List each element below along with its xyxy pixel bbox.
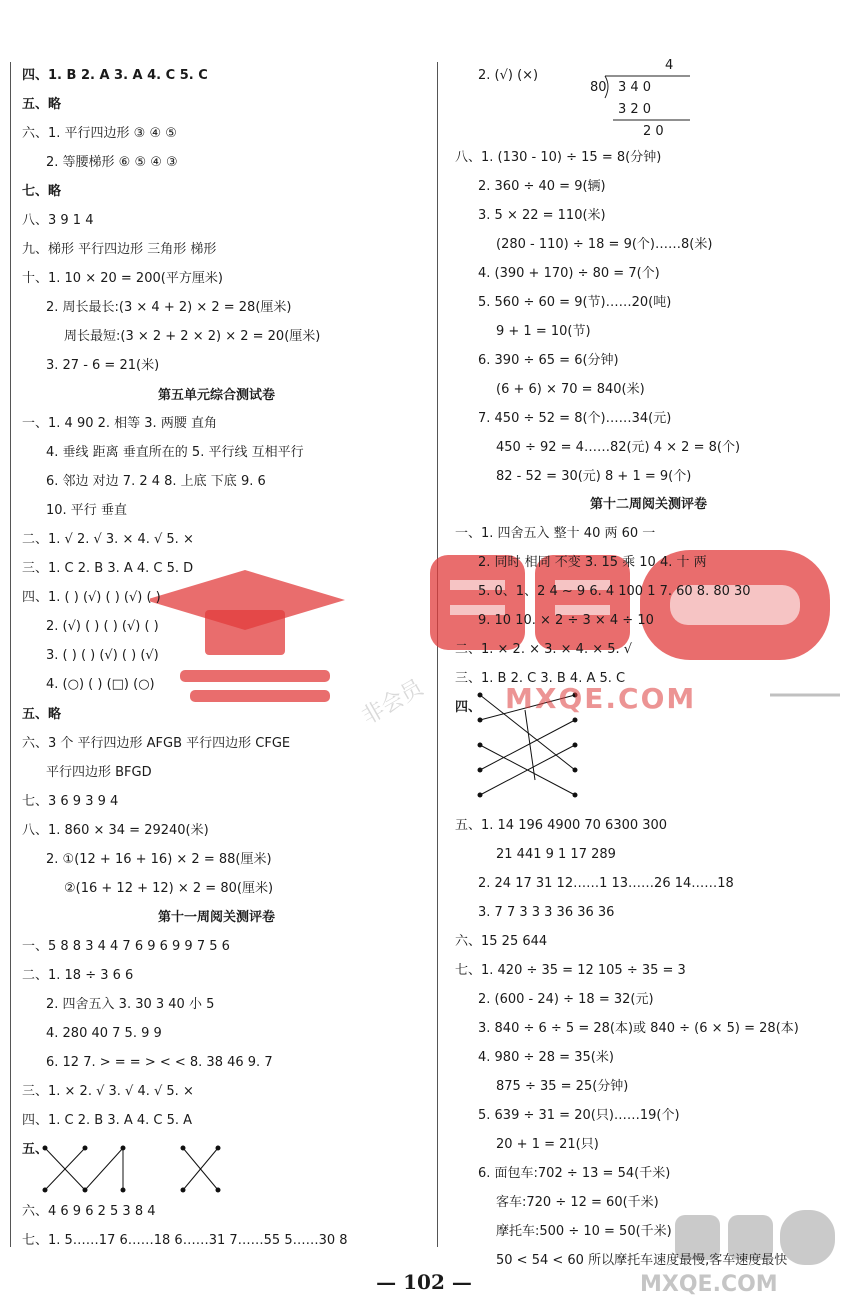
left-line: 二、1. √ 2. √ 3. × 4. √ 5. ×: [22, 532, 194, 547]
right-line: 3. 7 7 3 3 3 36 36 36: [478, 905, 615, 920]
watermark-url: MXQE.COM: [505, 682, 697, 715]
left-line: 十、1. 10 × 20 = 200(平方厘米): [22, 271, 223, 286]
left-line: 2. 周长最长:(3 × 4 + 2) × 2 = 28(厘米): [46, 300, 292, 315]
right-line: 4. 980 ÷ 28 = 35(米): [478, 1050, 614, 1065]
right-line: 2. (600 - 24) ÷ 18 = 32(元): [478, 992, 654, 1007]
left-line: 2. (√) ( ) ( ) (√) ( ): [46, 619, 159, 634]
left-line: 二、1. 18 ÷ 3 6 6: [22, 968, 134, 983]
right-line: 7. 450 ÷ 52 = 8(个)……34(元): [478, 411, 672, 426]
left-line: 八、3 9 1 4: [22, 213, 94, 228]
right-line: 五、1. 14 196 4900 70 6300 300: [455, 818, 668, 833]
left-line: 平行四边形 BFGD: [46, 765, 152, 780]
left-line: 八、1. 860 × 34 = 29240(米): [22, 823, 209, 838]
right-line: 9. 10 10. × 2 ÷ 3 × 4 ÷ 10: [478, 613, 654, 628]
left-line: 一、5 8 8 3 4 4 7 6 9 6 9 9 7 5 6: [22, 939, 230, 954]
watermark-diagonal: 非会员: [357, 675, 428, 730]
left-line: 2. 四舍五入 3. 30 3 40 小 5: [46, 997, 215, 1012]
right-line: 八、1. (130 - 10) ÷ 15 = 8(分钟): [455, 150, 662, 165]
page-number: — 102 —: [376, 1270, 472, 1294]
left-line: 4. 280 40 7 5. 9 9: [46, 1026, 162, 1041]
right-line: 六、15 25 644: [455, 934, 548, 949]
right-line: 2. (√) (×): [478, 68, 539, 83]
right-line: 四、: [455, 700, 482, 715]
right-line: 七、1. 420 ÷ 35 = 12 105 ÷ 35 = 3: [455, 963, 686, 978]
left-line: 10. 平行 垂直: [46, 503, 127, 518]
left-line: 四、1. C 2. B 3. A 4. C 5. A: [22, 1113, 193, 1128]
left-line: 3. 27 - 6 = 21(米): [46, 358, 160, 373]
right-line: (280 - 110) ÷ 18 = 9(个)……8(米): [496, 237, 713, 252]
right-line: 50 < 54 < 60 所以摩托车速度最慢,客车速度最快: [496, 1253, 788, 1268]
right-line: 二、1. × 2. × 3. × 4. × 5. √: [455, 642, 633, 657]
left-line: 五、: [22, 1142, 49, 1157]
right-line: 450 ÷ 92 = 4……82(元) 4 × 2 = 8(个): [496, 440, 741, 455]
left-line: 一、1. 4 90 2. 相等 3. 两腰 直角: [22, 416, 217, 431]
right-line: 9 + 1 = 10(节): [496, 324, 591, 339]
left-line: 三、1. C 2. B 3. A 4. C 5. D: [22, 561, 194, 576]
right-line: 21 441 9 1 17 289: [496, 847, 616, 862]
left-line: 2. ①(12 + 16 + 16) × 2 = 88(厘米): [46, 852, 272, 867]
right-line: 5. 639 ÷ 31 = 20(只)……19(个): [478, 1108, 680, 1123]
left-line: 六、3 个 平行四边形 AFGB 平行四边形 CFGE: [22, 736, 291, 751]
ld-product: 3 2 0: [618, 102, 652, 117]
ld-quotient: 4: [665, 58, 674, 73]
left-line: 四、1. ( ) (√) ( ) (√) ( ): [22, 590, 161, 605]
left-line: 六、4 6 9 6 2 5 3 8 4: [22, 1204, 156, 1219]
ld-lines: [595, 74, 695, 124]
ld-dividend: 3 4 0: [618, 80, 652, 95]
right-line: 3. 840 ÷ 6 ÷ 5 = 28(本)或 840 ÷ (6 × 5) = 28(本): [478, 1021, 799, 1036]
left-line: 九、梯形 平行四边形 三角形 梯形: [22, 242, 217, 257]
right-line: 2. 同时 相同 不变 3. 15 乘 10 4. 十 两: [478, 555, 707, 570]
left-line: 3. ( ) ( ) (√) ( ) (√): [46, 648, 159, 663]
ld-divisor: 80: [590, 80, 607, 95]
right-line: 875 ÷ 35 = 25(分钟): [496, 1079, 629, 1094]
left-line: 四、1. B 2. A 3. A 4. C 5. C: [22, 68, 208, 83]
right-line: 4. (390 + 170) ÷ 80 = 7(个): [478, 266, 660, 281]
right-line: 一、1. 四舍五入 整十 40 两 60 一: [455, 526, 656, 541]
right-line: 摩托车:500 ÷ 10 = 50(千米): [496, 1224, 672, 1239]
right-line: 2. 360 ÷ 40 = 9(辆): [478, 179, 606, 194]
left-border-line: [10, 62, 11, 1247]
left-line: 第五单元综合测试卷: [158, 388, 276, 403]
left-line: 周长最短:(3 × 2 + 2 × 2) × 2 = 20(厘米): [64, 329, 321, 344]
right-line: 82 - 52 = 30(元) 8 + 1 = 9(个): [496, 469, 692, 484]
left-line: 七、3 6 9 3 9 4: [22, 794, 119, 809]
left-line: 五、略: [22, 97, 62, 112]
left-line: 七、1. 5……17 6……18 6……31 7……55 5……30 8: [22, 1233, 348, 1248]
right-line: 2. 24 17 31 12……1 13……26 14……18: [478, 876, 734, 891]
watermark-small-url: MXQE.COM: [640, 1272, 778, 1297]
left-line: 六、1. 平行四边形 ③ ④ ⑤: [22, 126, 177, 141]
right-line: 20 + 1 = 21(只): [496, 1137, 599, 1152]
left-line: ②(16 + 12 + 12) × 2 = 80(厘米): [64, 881, 274, 896]
right-line: 6. 390 ÷ 65 = 6(分钟): [478, 353, 619, 368]
right-line: 5. 560 ÷ 60 = 9(节)……20(吨): [478, 295, 672, 310]
right-line: 3. 5 × 22 = 110(米): [478, 208, 606, 223]
left-line: 6. 12 7. > = = > < < 8. 38 46 9. 7: [46, 1055, 273, 1070]
left-line: 五、略: [22, 707, 62, 722]
right-line: (6 + 6) × 70 = 840(米): [496, 382, 645, 397]
right-line: 客车:720 ÷ 12 = 60(千米): [496, 1195, 659, 1210]
left-line: 4. (○) ( ) (□) (○): [46, 677, 155, 692]
ld-remainder: 2 0: [643, 124, 664, 139]
left-line: 三、1. × 2. √ 3. √ 4. √ 5. ×: [22, 1084, 194, 1099]
left-line: 2. 等腰梯形 ⑥ ⑤ ④ ③: [46, 155, 178, 170]
right-line: 第十二周阅关测评卷: [590, 497, 708, 512]
left-line: 4. 垂线 距离 垂直所在的 5. 平行线 互相平行: [46, 445, 304, 460]
right-line: 6. 面包车:702 ÷ 13 = 54(千米): [478, 1166, 671, 1181]
right-line: 三、1. B 2. C 3. B 4. A 5. C: [455, 671, 626, 686]
right-line: 5. 0、1、2 4 ~ 9 6. 4 100 1 7. 60 8. 80 30: [478, 584, 751, 599]
left-line: 6. 邻边 对边 7. 2 4 8. 上底 下底 9. 6: [46, 474, 266, 489]
left-line: 七、略: [22, 184, 62, 199]
left-line: 第十一周阅关测评卷: [158, 910, 276, 925]
matching-diagram-left: [40, 1140, 230, 1200]
